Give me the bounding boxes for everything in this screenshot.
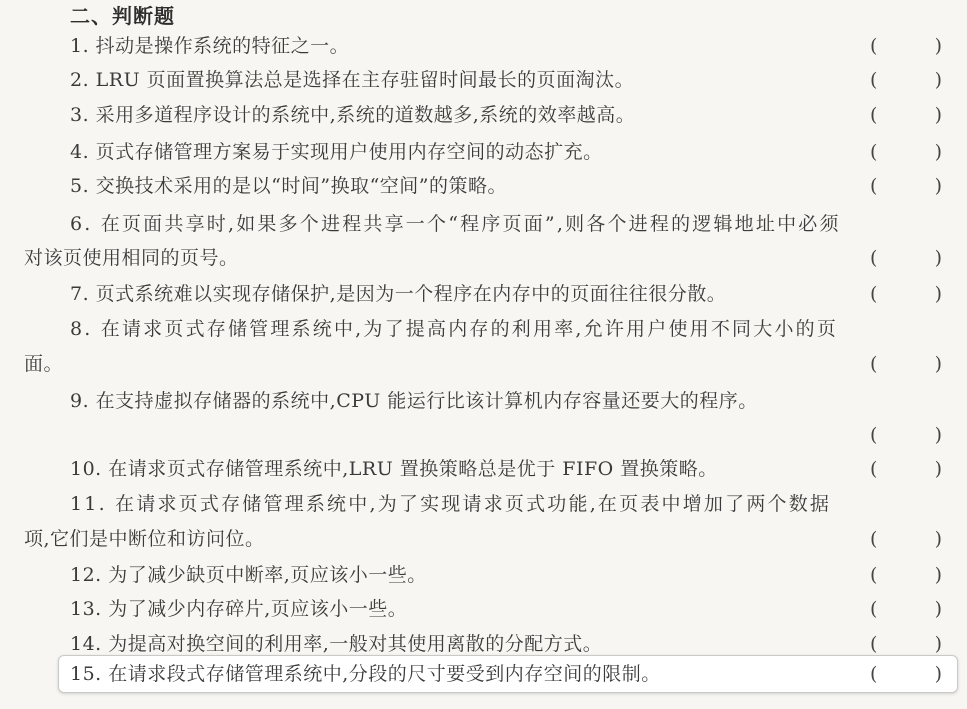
paren-close: ) bbox=[934, 528, 942, 550]
paren-open: ( bbox=[870, 528, 878, 550]
paren-open: ( bbox=[870, 247, 878, 269]
question-9: 9. 在支持虚拟存储器的系统中,CPU 能运行比该计算机内存容量还要大的程序。 bbox=[70, 390, 758, 412]
paren-open: ( bbox=[870, 175, 878, 197]
paren-close: ) bbox=[934, 35, 942, 57]
question-11-line-1: 11. 在请求页式存储管理系统中,为了实现请求页式功能,在页表中增加了两个数据 bbox=[70, 493, 832, 515]
paren-close: ) bbox=[934, 353, 942, 375]
paren-open: ( bbox=[870, 633, 878, 655]
answer-blank-6[interactable] bbox=[870, 244, 942, 272]
answer-blank-10[interactable] bbox=[870, 455, 942, 483]
question-8-line-2: 面。 bbox=[24, 353, 64, 375]
paren-open: ( bbox=[870, 69, 878, 91]
answer-blank-5[interactable] bbox=[870, 172, 942, 200]
paren-close: ) bbox=[934, 633, 942, 655]
answer-blank-3[interactable] bbox=[870, 101, 942, 129]
paren-close: ) bbox=[934, 175, 942, 197]
paren-open: ( bbox=[870, 458, 878, 480]
question-15: 15. 在请求段式存储管理系统中,分段的尺寸要受到内存空间的限制。 bbox=[70, 663, 661, 685]
question-6-line-1: 6. 在页面共享时,如果多个进程共享一个“程序页面”,则各个进程的逻辑地址中必须 bbox=[70, 213, 841, 235]
paren-open: ( bbox=[870, 141, 878, 163]
question-6-line-2: 对该页使用相同的页号。 bbox=[24, 247, 239, 269]
paren-open: ( bbox=[870, 663, 878, 685]
paren-open: ( bbox=[870, 104, 878, 126]
question-14: 14. 为提高对换空间的利用率,一般对其使用离散的分配方式。 bbox=[70, 633, 603, 655]
paren-close: ) bbox=[934, 458, 942, 480]
paren-close: ) bbox=[934, 69, 942, 91]
question-10: 10. 在请求页式存储管理系统中,LRU 置换策略总是优于 FIFO 置换策略。 bbox=[70, 458, 718, 480]
answer-blank-14[interactable] bbox=[870, 630, 942, 658]
answer-blank-4[interactable] bbox=[870, 138, 942, 166]
answer-blank-11[interactable] bbox=[870, 525, 942, 553]
question-8-line-1: 8. 在请求页式存储管理系统中,为了提高内存的利用率,允许用户使用不同大小的页 bbox=[70, 318, 839, 340]
paren-close: ) bbox=[934, 598, 942, 620]
paren-open: ( bbox=[870, 35, 878, 57]
question-4: 4. 页式存储管理方案易于实现用户使用内存空间的动态扩充。 bbox=[70, 141, 603, 163]
question-7: 7. 页式系统难以实现存储保护,是因为一个程序在内存中的页面往往很分散。 bbox=[70, 283, 727, 305]
question-13: 13. 为了减少内存碎片,页应该小一些。 bbox=[70, 598, 408, 620]
question-12: 12. 为了减少缺页中断率,页应该小一些。 bbox=[70, 564, 427, 586]
question-1: 1. 抖动是操作系统的特征之一。 bbox=[70, 35, 350, 57]
section-title: 二、判断题 bbox=[70, 4, 175, 28]
paren-close: ) bbox=[934, 104, 942, 126]
answer-blank-15[interactable] bbox=[870, 660, 942, 688]
answer-blank-13[interactable] bbox=[870, 595, 942, 623]
paren-close: ) bbox=[934, 283, 942, 305]
answer-blank-9[interactable] bbox=[870, 421, 942, 449]
paren-open: ( bbox=[870, 564, 878, 586]
paren-close: ) bbox=[934, 247, 942, 269]
answer-blank-12[interactable] bbox=[870, 561, 942, 589]
paren-close: ) bbox=[934, 663, 942, 685]
question-5: 5. 交换技术采用的是以“时间”换取“空间”的策略。 bbox=[70, 175, 508, 197]
question-2: 2. LRU 页面置换算法总是选择在主存驻留时间最长的页面淘汰。 bbox=[70, 69, 635, 91]
paren-open: ( bbox=[870, 353, 878, 375]
paren-open: ( bbox=[870, 424, 878, 446]
question-3: 3. 采用多道程序设计的系统中,系统的道数越多,系统的效率越高。 bbox=[70, 104, 636, 126]
paren-close: ) bbox=[934, 141, 942, 163]
answer-blank-8[interactable] bbox=[870, 350, 942, 378]
question-11-line-2: 项,它们是中断位和访问位。 bbox=[24, 528, 265, 550]
paren-close: ) bbox=[934, 424, 942, 446]
paren-close: ) bbox=[934, 564, 942, 586]
answer-blank-2[interactable] bbox=[870, 66, 942, 94]
answer-blank-7[interactable] bbox=[870, 280, 942, 308]
paren-open: ( bbox=[870, 598, 878, 620]
answer-blank-1[interactable] bbox=[870, 32, 942, 60]
paren-open: ( bbox=[870, 283, 878, 305]
